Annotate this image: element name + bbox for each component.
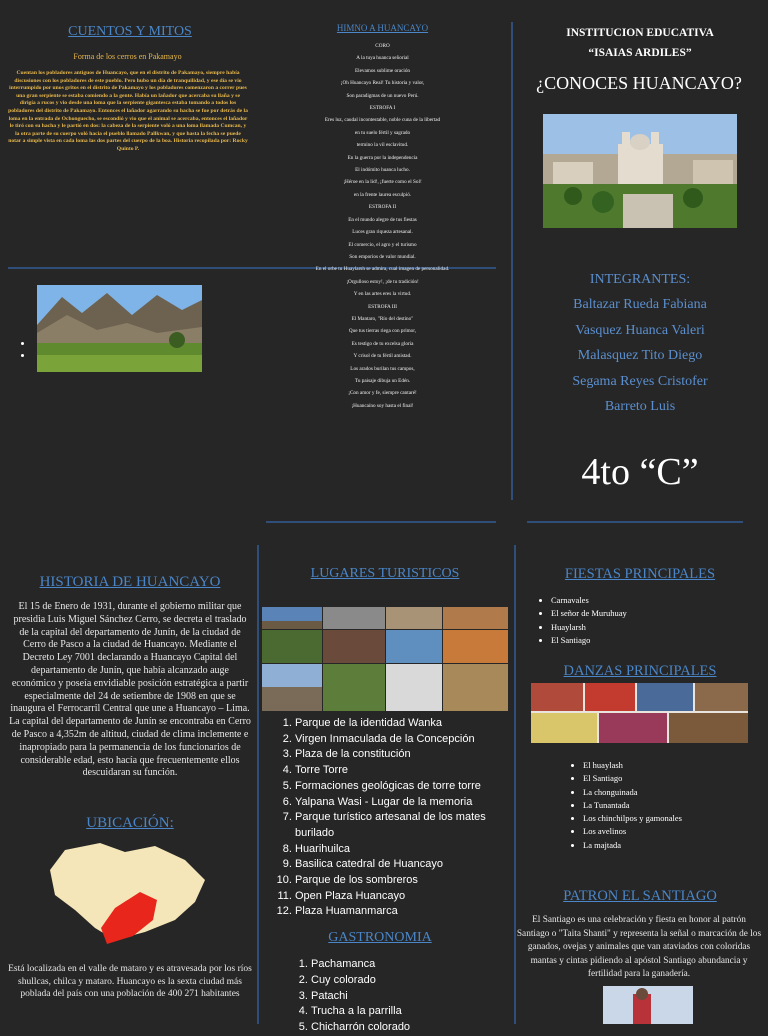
dance-item: • El Santiago [583,772,758,785]
gastronomy-item: 1. Pachamanca [311,957,510,973]
anthem-line: El comercio, el agro y el turismo [348,241,417,248]
anthem-line: ¡Oh Huancayo Real! Tu historia y valor, [340,80,425,87]
festivals-heading: FIESTAS PRINCIPALES [564,566,716,582]
bullet-dot [21,342,24,345]
cuentos-subtitle: Forma de los cerros en Pakamayo [73,52,182,61]
dance-item: • Los avelinos [583,825,758,838]
location-text: Está localizada en el valle de mataro y es atravesada por los ríos shullcas, chilca y mataro. Huancayo es la sexta ciudad más poblada del país con una población de 400 271 habitantes [8,964,252,999]
institution-line1: INSTITUCION EDUCATIVA [566,27,714,39]
cuentos-heading: CUENTOS Y MITOS [68,24,192,39]
member-name: Barreto Luis [604,399,676,414]
anthem-line: En la guerra por la independencia [347,154,418,161]
tourism-item: 5. Formaciones geológicas de torre torre [295,779,510,795]
festivals-list [518,594,763,647]
tourism-item: 10. Parque de los sombreros [295,873,510,889]
members-heading: INTEGRANTES: [589,272,691,287]
anthem-line: A la tuya huanca señorial [356,55,409,62]
anthem-line: ¡Héroe en la lid!, ¡fuerte como el Sol! [343,179,422,186]
member-name: Malasquez Tito Diego [577,348,703,363]
tourism-item: 11. Open Plaza Huancayo [295,889,510,905]
patron-heading: PATRON EL SANTIAGO [563,888,717,904]
festival-item: • El Santiago [551,634,763,647]
anthem-line: en la frente laurea esculpió. [353,191,412,198]
anthem-line: ¡Huancaíno soy hasta el final! [351,402,414,409]
cover-question: ¿CONOCES HUANCAYO? [536,73,742,93]
tourism-list [262,716,510,920]
gastronomy-list [262,957,510,1036]
tourism-item: 9. Basilica catedral de Huancayo [295,857,510,873]
member-name: Segama Reyes Cristofer [572,373,708,389]
anthem-line: Eres luz, caudal incontestable, noble cuna de la libertad [324,117,441,124]
dance-item: • Los chinchilpos y gamonales [583,812,758,825]
anthem-line: Tu paisaje dibuja un Edén. [354,377,411,384]
dances-heading: DANZAS PRINCIPALES [563,663,717,679]
anthem-line: Y en las artes eres la virtud. [353,291,412,298]
anthem-line: ¡Orgulloso estoy!, ¡de tu tradición! [346,278,419,285]
dance-item: • La chonguinada [583,786,758,799]
divider-bottom-left [257,545,259,1024]
dance-item: • La majtada [583,839,758,852]
anthem-line: Los arados burilan tus campos, [350,365,415,372]
anthem-line: ESTROFA II [368,204,397,211]
tourism-collage [262,607,508,711]
anthem-line: El indómito huanca lucho. [355,167,410,174]
tourism-item: 2. Virgen Inmaculada de la Concepción [295,732,510,748]
tourism-item: 1. Parque de la identidad Wanka [295,716,510,732]
history-heading: HISTORIA DE HUANCAYO [39,574,221,590]
cuentos-story: Cuentan los pobladores antiguos de Huancayo, que en el distrito de Pakamayo, siempre había discusiones con los pobladores de este pueblo. Pero hubo un día de tranquilidad, y ese día se vio interrumpido por unos gritos en el distrito de Pakamayo y los pobladores comenzaron a correr pues una gran serpiente se estaba comiendo a la gente. Había un lañador que acercaba su llaña y se dirigía a rucos y vio desde una loma que la serpiente gigantesca estaba tomando a todos los pobladores del distrito de Pakamayo. Entonces el lañador agarrando su hacha se fue por detrás de la loma en la entrada de Ochonguecho, se escondió y vio que el animal se acercaba, entonces el lañador le tiró con su hacha y le partió en dos: la cabeza de la serpiente voló a una loma llamada Cumcan, y la otra parte de su cuerpo voló hacia el pueblo llamado Pallkwan, y que hasta la fecha se puede notar a simple vista en cada loma las dos partes del cuerpo de la boa. Historia recopilada por: Rocky Quinto P. [8,70,248,152]
gastronomy-heading: GASTRONOMIA [328,930,432,945]
divider-cover-bottom [527,521,743,523]
tourism-item: 7. Parque turístico artesanal de los mates burilado [295,810,510,841]
anthem-line: ESTROFA I [369,105,396,112]
anthem-line: Son paradigmas de un nuevo Perú. [346,92,419,99]
anthem-line: Es testigo de tu excelsa gloria [351,340,414,347]
dances-collage [531,683,748,743]
anthem-line: Y crisol de tu fértil amistad. [353,353,412,360]
anthem-line: en tu suelo fértil y sagrado [354,129,411,136]
anthem-line: Luces gran riqueza artesanal. [352,229,413,236]
anthem-lines [270,40,495,412]
anthem-heading: HIMNO A HUANCAYO [336,23,429,33]
plaza-photo [543,114,737,228]
anthem-line: En el orbe tu Huaylarsh se admira, cual imagen de personalidad. [315,266,450,273]
santiago-photo [603,986,693,1024]
gastronomy-item: 2. Cuy colorado [311,973,510,989]
gastronomy-item: 5. Chicharrón colorado [311,1020,510,1036]
anthem-line: Son emporios de valor mundial. [349,253,416,260]
members-list [540,292,740,420]
dances-list [538,759,758,852]
history-text: El 15 de Enero de 1931, durante el gobierno militar que presidia Luis Miguel Sánchez Cerro, se decreta el traslado de la capital del departamento de Junín, de la ciudad de Cerro de Pasco a la ciudad de Huancayo. Mediante el Decreto Ley 7001 declarando a Huancayo Capital del departamento de Junín, que había alcanzado auge económico y poseía envidiable posición estratégica a partir especialmente del 24 de setiembre de 1908 en que se inaugura el Ferrocarril Central que une a Huancayo – Lima. La capital del departamento de Junín se encontraba en Cerro de Pasco a 4,352m de altitud, ciudad de clima inclemente e inapropiado para la permanencia de los funcionarios de considerable edad, esto hacía que frecuentemente ellos descuidaran su función. [9,601,251,779]
mountain-photo [37,285,202,372]
anthem-line: ESTROFA III [368,303,397,310]
patron-text: El Santiago es una celebración y fiesta en honor al patrón Santiago o "Taita Shanti" y representa la señal o marcación de los ganados, ovejas y animales que van ataviados con coloridas mantas y cintas pidiendo al apóstol Santiago abundancia y fertilidad para la ganadería. [516,915,762,980]
junin-map [45,840,210,945]
divider-vertical-top [511,22,513,500]
anthem-line: CORO [375,43,390,49]
tourism-item: 6. Yalpana Wasi - Lugar de la memoria [295,795,510,811]
tourism-item: 4. Torre Torre [295,763,510,779]
gastronomy-item: 3. Patachi [311,989,510,1005]
anthem-line: Elevamos sublime oración [354,67,411,74]
tourism-heading: LUGARES TURISTICOS [310,566,460,581]
location-heading: UBICACIÓN: [86,815,174,831]
anthem-line: ¡Con amor y fe, siempre cantaré! [348,390,417,397]
anthem-line: Que tus tierras riega con primor, [348,328,417,335]
grade-label: 4to “C” [581,451,699,493]
tourism-item: 12. Plaza Huamanmarca [295,904,510,920]
member-name: Baltazar Rueda Fabiana [573,297,707,312]
anthem-line: termino la vil esclavitud. [356,142,409,149]
bullet-dot [21,354,24,357]
tourism-item: 3. Plaza de la constitución [295,747,510,763]
member-name: Vasquez Huanca Valeri [575,322,705,338]
divider-anthem-bottom [266,521,496,523]
institution-line2: “ISAIAS ARDILES” [588,47,692,59]
dance-item: • El huaylash [583,759,758,772]
festival-item: • El señor de Muruhuay [551,607,763,620]
anthem-line: En el mundo alegre de tus fiestas [348,216,417,223]
anthem-line: El Mantaro, "Río del destino" [351,315,414,322]
tourism-item: 8. Huarihuilca [295,842,510,858]
dance-item: • La Tunantada [583,799,758,812]
gastronomy-item: 4. Trucha a la parrilla [311,1004,510,1020]
festival-item: • Carnavales [551,594,763,607]
festival-item: • Huaylarsh [551,621,763,634]
